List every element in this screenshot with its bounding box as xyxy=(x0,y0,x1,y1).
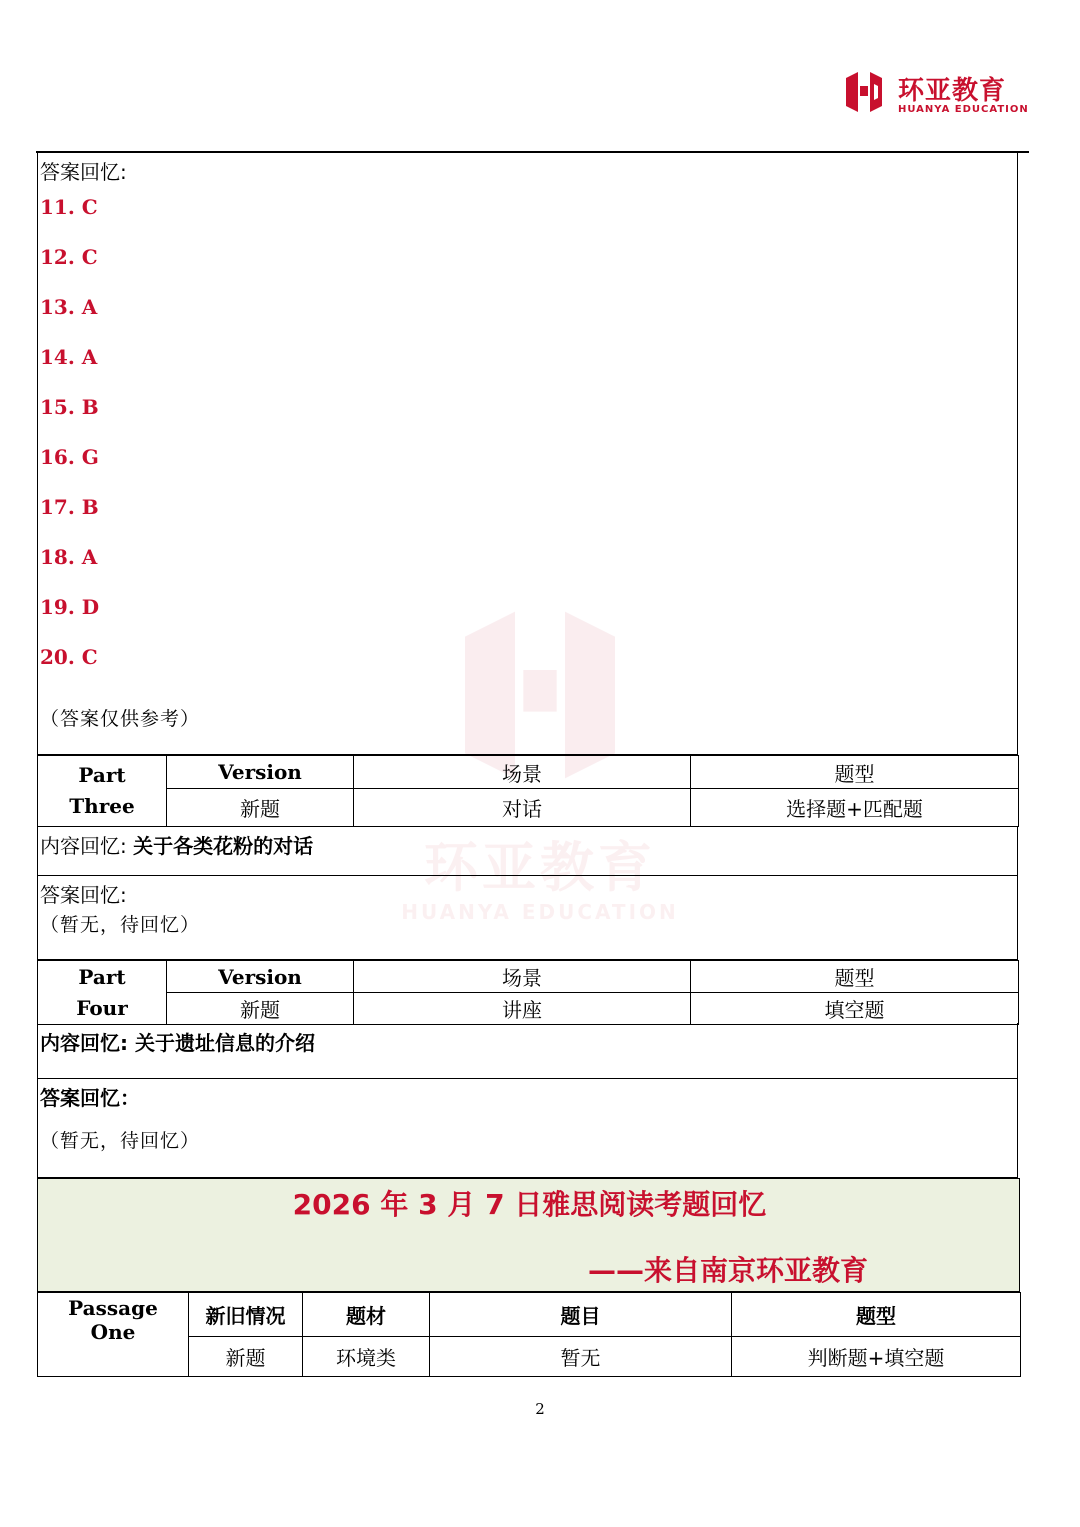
answer-item: 14. A xyxy=(40,345,98,369)
answer-item: 18. A xyxy=(40,545,98,569)
content-recall-label: 内容回忆: xyxy=(40,1031,128,1055)
answer-recall-label: 答案回忆: xyxy=(40,883,127,907)
logo-english-text: HUANYA EDUCATION xyxy=(898,104,1029,115)
passage-one-info-table xyxy=(37,1292,1021,1377)
part-four-label-cell xyxy=(38,961,167,1025)
version-header: Version xyxy=(167,756,354,789)
answer-recall-label: 答案回忆： xyxy=(40,1086,140,1110)
scene-value: 对话 xyxy=(354,789,691,827)
part-three-answer-box xyxy=(37,875,1018,960)
question-type-header: 题型 xyxy=(691,756,1019,789)
part-three-label-cell xyxy=(38,756,167,827)
answer-item: 11. C xyxy=(40,195,98,219)
reading-section-header xyxy=(37,1178,1020,1292)
version-value: 新题 xyxy=(167,993,354,1025)
answer-reference-note: （答案仅供参考） xyxy=(40,708,201,730)
scene-value: 讲座 xyxy=(354,993,691,1025)
brand-logo xyxy=(840,68,1029,120)
title-value: 暂无 xyxy=(430,1337,732,1377)
answer-item: 17. B xyxy=(40,495,99,519)
scene-header: 场景 xyxy=(354,756,691,789)
content-recall-label: 内容回忆: xyxy=(40,834,127,858)
answer-item: 20. C xyxy=(40,645,98,669)
version-value: 新题 xyxy=(167,789,354,827)
part-four-info-table xyxy=(37,960,1019,1025)
watermark-chinese-text: 环亚教育 xyxy=(424,836,656,899)
title-header: 题目 xyxy=(430,1293,732,1337)
answer-list xyxy=(40,197,99,697)
reading-section-title: 2026 年 3 月 7 日雅思阅读考题回忆 xyxy=(292,1188,767,1221)
logo-chinese-text: 环亚教育 xyxy=(898,76,1007,106)
part-number: Four xyxy=(76,995,128,1020)
answer-item: 12. C xyxy=(40,245,98,269)
question-type-value: 填空题 xyxy=(691,993,1019,1025)
part-three-content-box xyxy=(37,826,1018,876)
answer-item: 16. G xyxy=(40,445,99,469)
answer-pending-note: （暂无，待回忆） xyxy=(40,1130,201,1152)
version-header: Version xyxy=(167,961,354,993)
answer-item: 13. A xyxy=(40,295,98,319)
status-header: 新旧情况 xyxy=(189,1293,303,1337)
passage-one-label-cell xyxy=(38,1293,189,1377)
part-label: Part xyxy=(78,964,126,989)
answer-recall-label: 答案回忆: xyxy=(40,160,127,184)
content-recall-text: 关于各类花粉的对话 xyxy=(133,834,314,858)
passage-label: Passage xyxy=(68,1296,158,1320)
watermark-english-text: HUANYA EDUCATION xyxy=(401,900,679,924)
topic-value: 环境类 xyxy=(303,1337,430,1377)
question-type-value: 判断题+填空题 xyxy=(732,1337,1021,1377)
part-four-content-box xyxy=(37,1023,1018,1079)
answer-item: 19. D xyxy=(40,595,100,619)
part-number: Three xyxy=(69,794,135,818)
content-recall-line xyxy=(40,1027,315,1056)
scene-header: 场景 xyxy=(354,961,691,993)
part-two-answers-box xyxy=(37,152,1018,755)
part-four-answer-box xyxy=(37,1078,1018,1178)
question-type-value: 选择题+匹配题 xyxy=(691,789,1019,827)
content-recall-text: 关于遗址信息的介绍 xyxy=(134,1031,315,1055)
question-type-header: 题型 xyxy=(691,961,1019,993)
status-value: 新题 xyxy=(189,1337,303,1377)
answer-item: 15. B xyxy=(40,395,99,419)
part-label: Part xyxy=(78,763,126,787)
topic-header: 题材 xyxy=(303,1293,430,1337)
part-three-info-table xyxy=(37,755,1019,827)
reading-section-subtitle: ——来自南京环亚教育 xyxy=(588,1254,869,1287)
huanya-logo-icon xyxy=(840,68,888,116)
question-type-header: 题型 xyxy=(732,1293,1021,1337)
content-recall-line xyxy=(40,830,313,859)
page-number: 2 xyxy=(535,1400,545,1418)
answer-pending-note: （暂无，待回忆） xyxy=(40,914,201,936)
passage-number: One xyxy=(90,1320,136,1344)
